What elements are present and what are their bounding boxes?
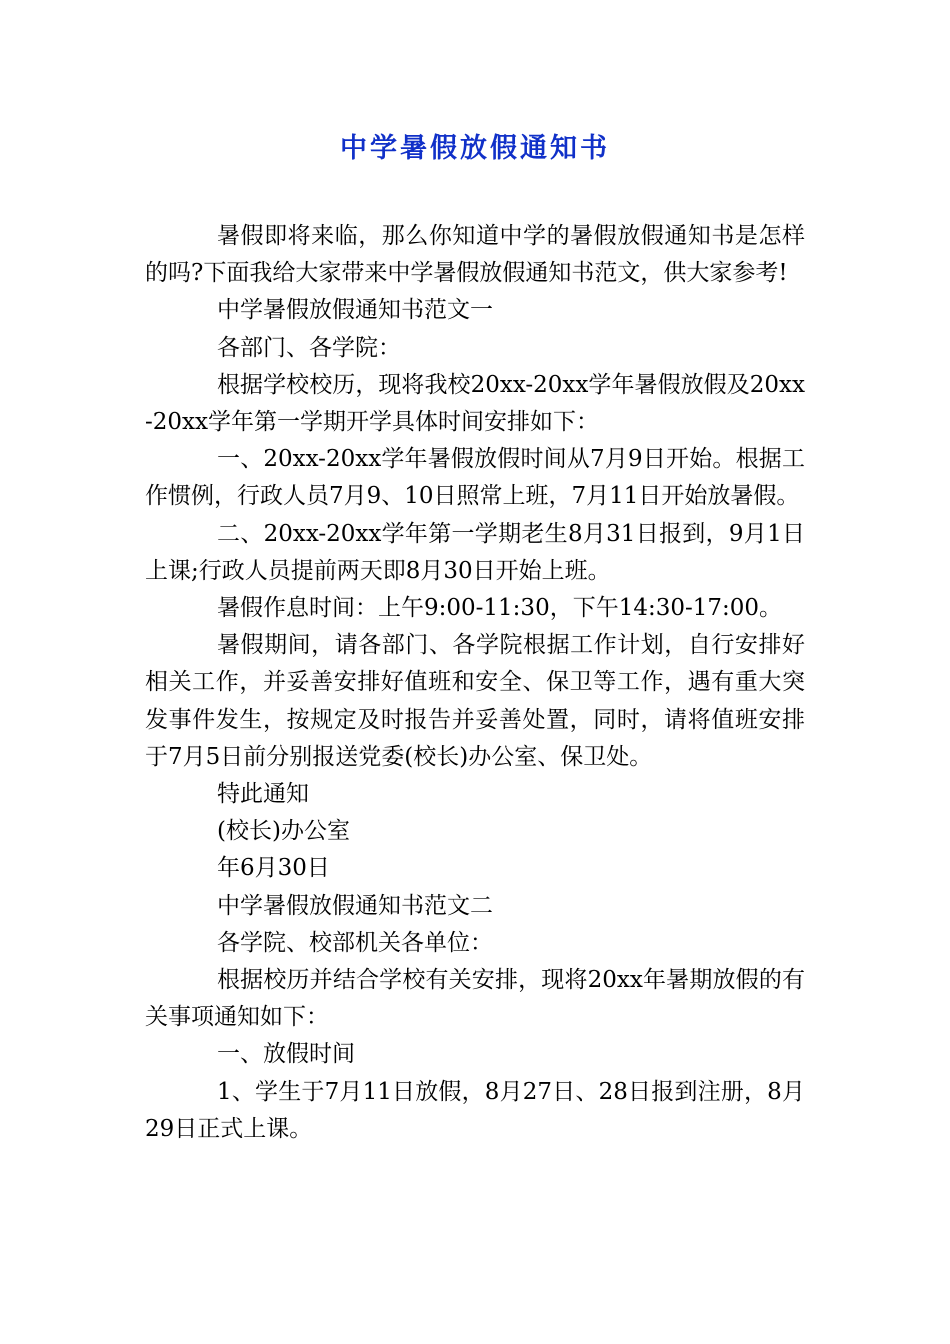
paragraph-item-2: 二、20xx-20xx学年第一学期老生8月31日报到，9月1日上课;行政人员提前两天即8月30日开始上班。 <box>145 520 805 584</box>
paragraph-arrangement-intro: 根据校历并结合学校有关安排，现将20xx年暑期放假的有关事项通知如下： <box>145 967 805 1031</box>
paragraph-duty-arrangement: 暑假期间，请各部门、各学院根据工作计划，自行安排好相关工作，并妥善安排好值班和安全、保卫等工作，遇有重大突发事件发生，按规定及时报告并妥善处置，同时，请将值班安排于7月5日前分别报送党委(校长)办公室、保卫处。 <box>145 632 805 770</box>
paragraph-salutation-2: 各学院、校部机关各单位： <box>217 929 493 956</box>
paragraph-sample-1-heading: 中学暑假放假通知书范文一 <box>217 297 493 324</box>
paragraph-notice-closing: 特此通知 <box>217 781 309 808</box>
paragraph-section-heading: 一、放假时间 <box>217 1041 355 1068</box>
paragraph-schedule-intro: 根据学校校历，现将我校20xx-20xx学年暑假放假及20xx-20xx学年第一学期开学具体时间安排如下： <box>145 371 805 436</box>
paragraph-intro: 暑假即将来临，那么你知道中学的暑假放假通知书是怎样的吗?下面我给大家带来中学暑假放假通知书范文，供大家参考! <box>145 223 805 287</box>
document-title: 中学暑假放假通知书 <box>340 133 610 164</box>
paragraph-date: 年6月30日 <box>217 855 330 882</box>
paragraph-sample-2-heading: 中学暑假放假通知书范文二 <box>217 892 493 919</box>
paragraph-item-1: 一、20xx-20xx学年暑假放假时间从7月9日开始。根据工作惯例，行政人员7月9、10日照常上班，7月11日开始放暑假。 <box>145 446 805 510</box>
paragraph-salutation-1: 各部门、各学院： <box>217 334 401 361</box>
document-body <box>145 218 805 1148</box>
paragraph-work-hours: 暑假作息时间：上午9:00-11:30，下午14:30-17:00。 <box>217 595 783 622</box>
paragraph-issuer: (校长)办公室 <box>217 818 350 845</box>
paragraph-student-schedule: 1、学生于7月11日放假，8月27日、28日报到注册，8月29日正式上课。 <box>145 1078 805 1142</box>
